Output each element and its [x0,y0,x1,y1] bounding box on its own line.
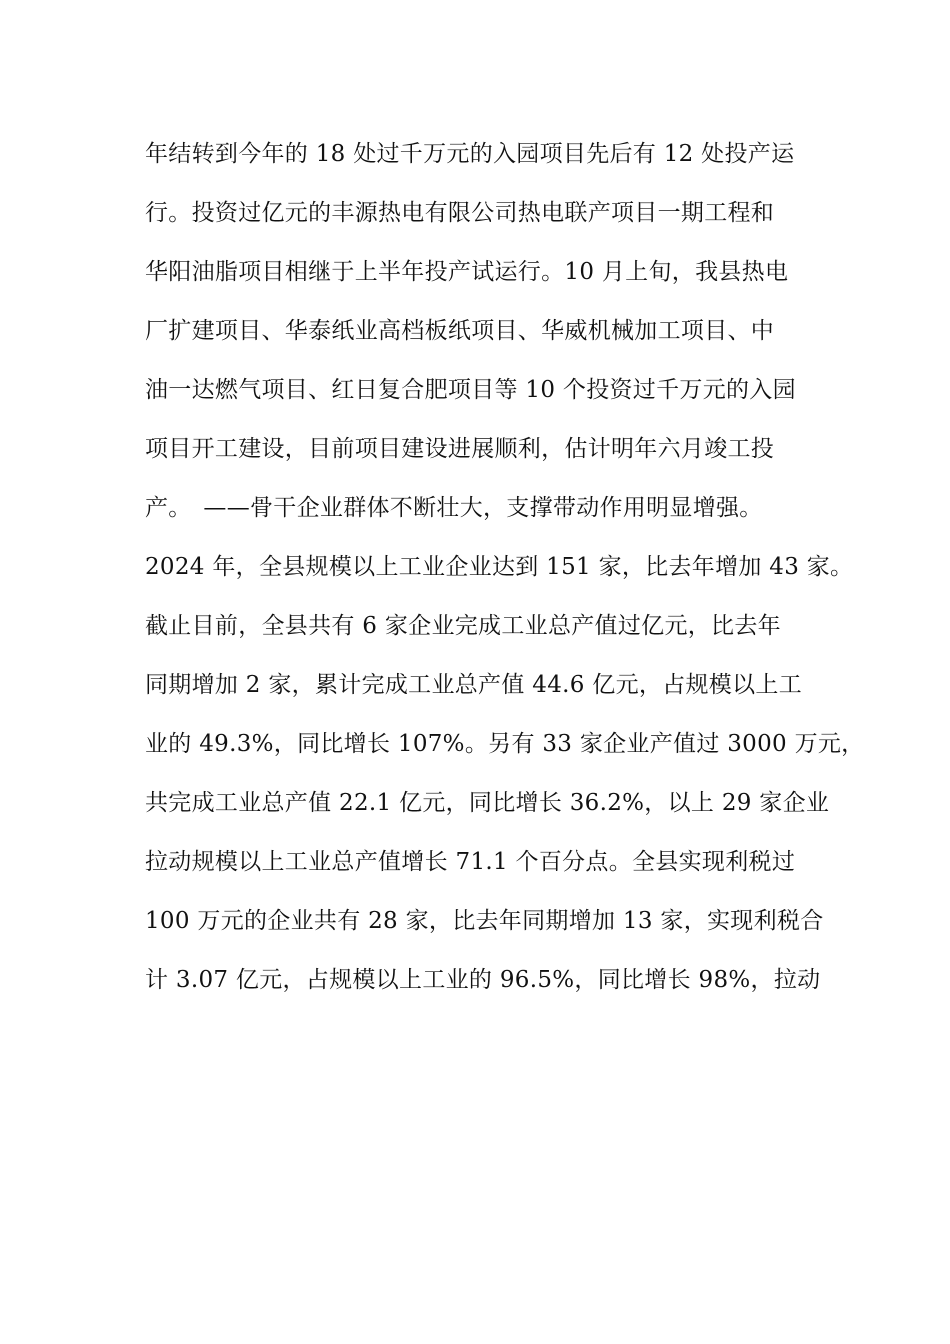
text-line-5: 油一达燃气项目、红日复合肥项目等 10 个投资过千万元的入园 [145,377,796,403]
text-line-12: 共完成工业总产值 22.1 亿元，同比增长 36.2%，以上 29 家企业 [145,790,830,816]
text-line-2: 行。投资过亿元的丰源热电有限公司热电联产项目一期工程和 [145,200,775,226]
text-line-9: 截止目前，全县共有 6 家企业完成工业总产值过亿元，比去年 [145,613,781,639]
text-line-6: 项目开工建设，目前项目建设进展顺利，估计明年六月竣工投 [145,436,775,462]
text-line-3: 华阳油脂项目相继于上半年投产试运行。10 月上旬，我县热电 [145,259,789,285]
text-line-1: 年结转到今年的 18 处过千万元的入园项目先后有 12 处投产运 [145,141,795,167]
text-line-11: 业的 49.3%，同比增长 107%。另有 33 家企业产值过 3000 万元， [145,731,865,757]
text-line-8: 2024 年，全县规模以上工业企业达到 151 家，比去年增加 43 家。 [145,554,854,580]
text-line-4: 厂扩建项目、华泰纸业高档板纸项目、华威机械加工项目、中 [145,318,775,344]
text-line-13: 拉动规模以上工业总产值增长 71.1 个百分点。全县实现利税过 [145,849,796,875]
text-line-14: 100 万元的企业共有 28 家，比去年同期增加 13 家，实现利税合 [145,908,824,934]
text-line-7: 产。 ——骨干企业群体不断壮大，支撑带动作用明显增强。 [145,495,763,521]
text-line-15: 计 3.07 亿元，占规模以上工业的 96.5%，同比增长 98%，拉动 [145,967,821,993]
text-line-10: 同期增加 2 家，累计完成工业总产值 44.6 亿元，占规模以上工 [145,672,802,698]
body-text [145,130,865,1015]
